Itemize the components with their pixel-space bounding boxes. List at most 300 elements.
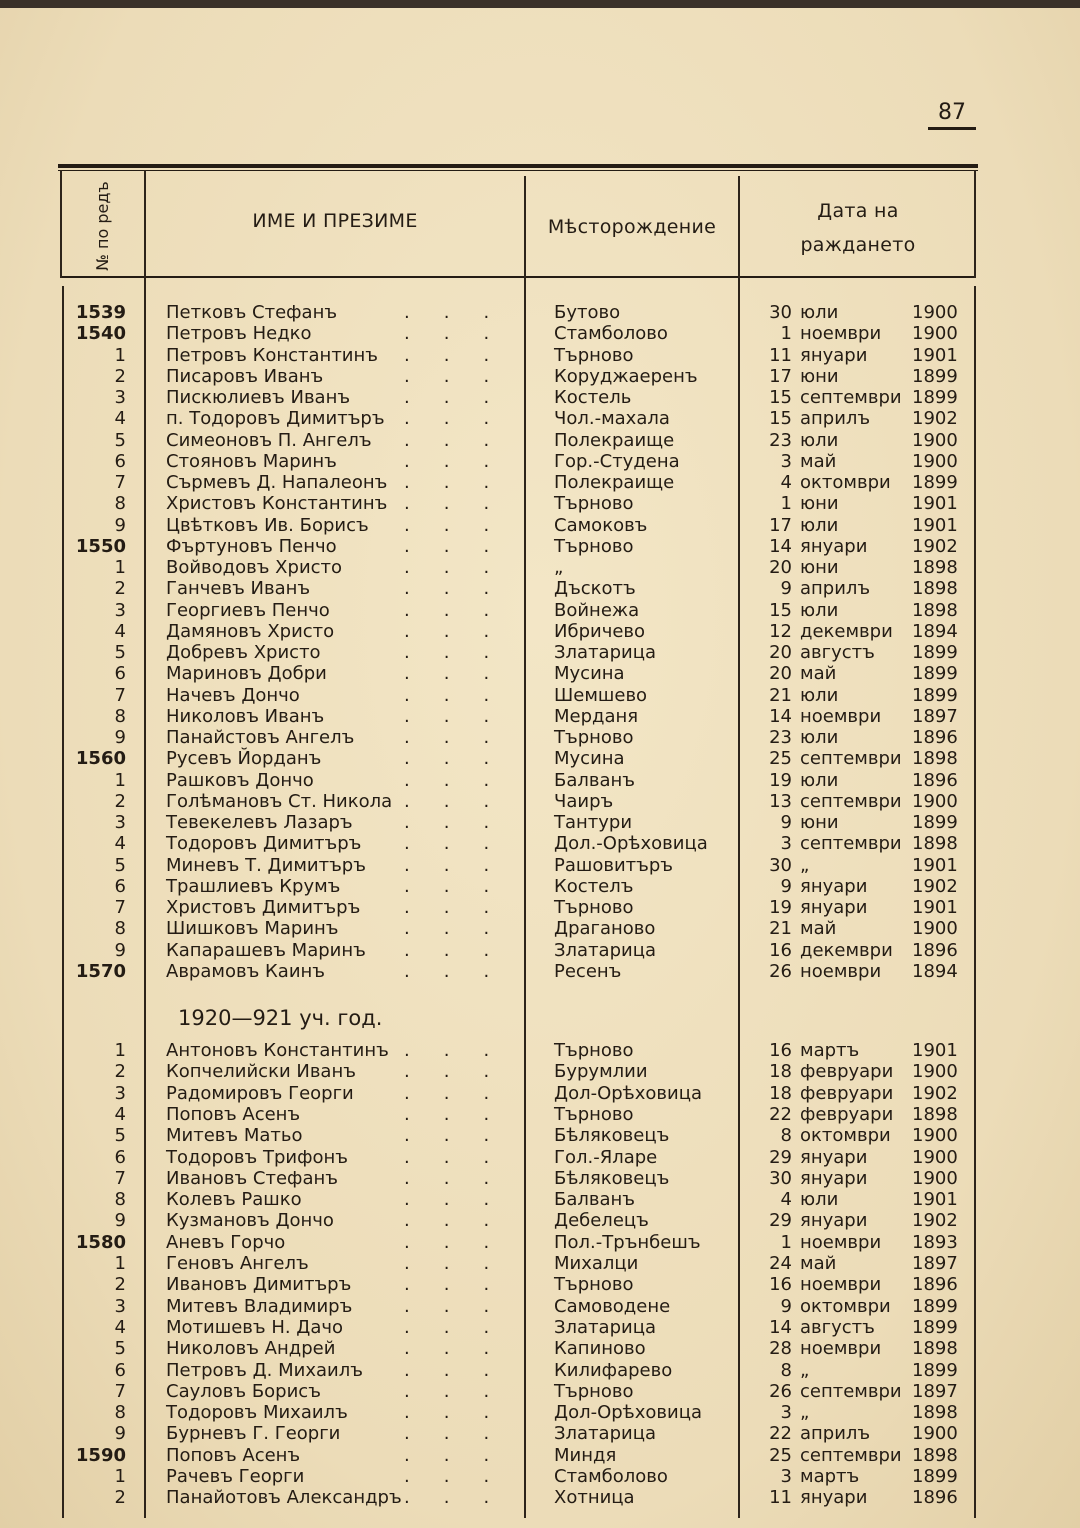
row-birth-month: януари bbox=[800, 1167, 868, 1189]
row-number: 9 bbox=[114, 727, 126, 748]
row-birth-month: мартъ bbox=[800, 1040, 860, 1061]
row-leader-dots: ... bbox=[404, 493, 524, 515]
row-number: 7 bbox=[114, 472, 126, 493]
row-birthplace: Бѣляковецъ bbox=[554, 1125, 670, 1147]
row-birth-month: януари bbox=[800, 344, 868, 366]
row-number: 2 bbox=[114, 578, 126, 600]
row-birth-year: 1900 bbox=[912, 1125, 958, 1147]
row-birth-year: 1902 bbox=[912, 535, 958, 557]
table-row bbox=[0, 430, 1080, 451]
row-birth-day: 22 bbox=[769, 1423, 792, 1445]
row-birth-month: ноември bbox=[800, 1231, 882, 1253]
row-birth-year: 1898 bbox=[912, 1103, 958, 1125]
row-name: Стояновъ Маринъ bbox=[166, 450, 337, 472]
row-number: 1540 bbox=[75, 323, 126, 345]
row-number: 8 bbox=[114, 1189, 126, 1211]
row-birthplace: Гор.-Студена bbox=[554, 450, 680, 472]
row-birth-month: януари bbox=[800, 535, 868, 557]
row-leader-dots: ... bbox=[404, 1103, 524, 1125]
row-leader-dots: ... bbox=[404, 1487, 524, 1509]
table-row bbox=[0, 706, 1080, 727]
row-birth-day: 9 bbox=[780, 578, 792, 600]
row-birth-year: 1894 bbox=[912, 620, 958, 642]
row-number: 8 bbox=[114, 493, 126, 515]
row-birth-year: 1896 bbox=[912, 939, 958, 961]
row-name: Миневъ Т. Димитъръ bbox=[166, 854, 366, 876]
row-birthplace: Костель bbox=[554, 387, 632, 408]
row-birth-day: 15 bbox=[769, 408, 792, 430]
row-birth-year: 1900 bbox=[912, 1423, 958, 1445]
row-number: 3 bbox=[114, 812, 126, 833]
row-name: Симеоновъ П. Ангелъ bbox=[166, 429, 372, 451]
table-row bbox=[0, 621, 1080, 642]
row-name: Антоновъ Константинъ bbox=[166, 1040, 389, 1061]
row-birthplace: Търново bbox=[554, 493, 634, 515]
row-number: 2 bbox=[114, 790, 126, 812]
row-birth-day: 22 bbox=[769, 1103, 792, 1125]
row-birthplace: Тантури bbox=[554, 812, 633, 833]
row-name: Радомировъ Георги bbox=[166, 1082, 354, 1104]
row-name: Цвѣтковъ Ив. Борисъ bbox=[166, 514, 369, 536]
row-leader-dots: ... bbox=[404, 557, 524, 578]
row-birth-day: 24 bbox=[769, 1253, 792, 1274]
row-birth-month: мартъ bbox=[800, 1466, 860, 1487]
row-birth-month: януари bbox=[800, 1487, 868, 1509]
row-birthplace: Гол.-Яларе bbox=[554, 1146, 658, 1168]
row-birth-day: 3 bbox=[780, 833, 792, 855]
row-birthplace: Костелъ bbox=[554, 875, 634, 897]
row-birth-day: 17 bbox=[769, 365, 792, 387]
row-leader-dots: ... bbox=[404, 727, 524, 748]
row-birthplace: Дол-Орѣховица bbox=[554, 1402, 703, 1424]
row-leader-dots: ... bbox=[404, 1380, 524, 1402]
row-birthplace: Дебелецъ bbox=[554, 1210, 649, 1232]
table-row bbox=[0, 855, 1080, 876]
row-leader-dots: ... bbox=[404, 578, 524, 600]
row-birthplace: Михалци bbox=[554, 1253, 639, 1274]
row-birth-month: юли bbox=[800, 599, 839, 621]
row-number: 1 bbox=[114, 1466, 126, 1487]
row-birth-year: 1896 bbox=[912, 769, 958, 791]
row-leader-dots: ... bbox=[404, 1146, 524, 1168]
row-name: Николовъ Иванъ bbox=[166, 705, 325, 727]
row-number: 4 bbox=[114, 1103, 126, 1125]
row-name: Шишковъ Маринъ bbox=[166, 918, 339, 940]
row-birth-month: юли bbox=[800, 514, 839, 536]
row-name: Петковъ Стефанъ bbox=[166, 302, 338, 323]
row-birth-day: 18 bbox=[769, 1082, 792, 1104]
row-number: 1580 bbox=[75, 1231, 126, 1253]
row-birthplace: Търново bbox=[554, 535, 634, 557]
row-birth-day: 13 bbox=[769, 790, 792, 812]
row-birth-year: 1899 bbox=[912, 1466, 958, 1487]
row-birth-year: 1900 bbox=[912, 429, 958, 451]
row-birthplace: Килифарево bbox=[554, 1359, 673, 1381]
row-leader-dots: ... bbox=[404, 684, 524, 706]
row-birth-day: 1 bbox=[780, 323, 792, 345]
table-row bbox=[0, 557, 1080, 578]
row-birth-day: 29 bbox=[769, 1146, 792, 1168]
row-birthplace: Миндя bbox=[554, 1444, 617, 1466]
row-birthplace: Стамболово bbox=[554, 323, 668, 345]
row-number: 8 bbox=[114, 918, 126, 940]
row-number: 1550 bbox=[75, 535, 126, 557]
row-birth-day: 26 bbox=[769, 960, 792, 982]
table-row bbox=[0, 1317, 1080, 1338]
row-leader-dots: ... bbox=[404, 1253, 524, 1274]
row-leader-dots: ... bbox=[404, 450, 524, 472]
row-birthplace: Капиново bbox=[554, 1338, 646, 1360]
row-birth-month: „ bbox=[800, 854, 810, 876]
row-number: 6 bbox=[114, 1359, 126, 1381]
row-number: 7 bbox=[114, 684, 126, 706]
row-birth-month: януари bbox=[800, 1146, 868, 1168]
header-number bbox=[72, 181, 134, 271]
row-name: Писаровъ Иванъ bbox=[166, 365, 324, 387]
table-row bbox=[0, 493, 1080, 514]
row-birth-year: 1900 bbox=[912, 1061, 958, 1083]
table-row bbox=[0, 1147, 1080, 1168]
row-name: Тодоровъ Трифонъ bbox=[166, 1146, 348, 1168]
row-birth-month: августъ bbox=[800, 1316, 875, 1338]
row-birth-day: 1 bbox=[780, 493, 792, 515]
table-row bbox=[0, 1168, 1080, 1189]
table-row bbox=[0, 1338, 1080, 1359]
header-name: ИМЕ И ПРЕЗИМЕ bbox=[252, 210, 418, 232]
row-birth-day: 21 bbox=[769, 684, 792, 706]
page-number: 87 bbox=[928, 100, 976, 130]
row-birth-month: декември bbox=[800, 620, 893, 642]
row-birth-month: октомври bbox=[800, 1295, 891, 1317]
row-leader-dots: ... bbox=[404, 1210, 524, 1232]
row-name: Копчелийски Иванъ bbox=[166, 1061, 356, 1083]
table-row bbox=[0, 791, 1080, 812]
row-leader-dots: ... bbox=[404, 365, 524, 387]
row-birthplace: Пол.-Трънбешъ bbox=[554, 1231, 701, 1253]
row-leader-dots: ... bbox=[404, 1466, 524, 1487]
row-birthplace: Шемшево bbox=[554, 684, 648, 706]
row-birthplace: Ибричево bbox=[554, 620, 646, 642]
table-row bbox=[0, 408, 1080, 429]
row-birth-day: 30 bbox=[769, 302, 792, 323]
row-birth-month: юни bbox=[800, 365, 839, 387]
table-row bbox=[0, 812, 1080, 833]
row-leader-dots: ... bbox=[404, 1338, 524, 1360]
table-row bbox=[0, 1061, 1080, 1082]
row-birth-year: 1898 bbox=[912, 1338, 958, 1360]
table-row bbox=[0, 1487, 1080, 1508]
row-birth-day: 19 bbox=[769, 769, 792, 791]
table-row bbox=[0, 1083, 1080, 1104]
row-name: Петровъ Недко bbox=[166, 323, 312, 345]
table-row bbox=[0, 345, 1080, 366]
row-birth-year: 1899 bbox=[912, 1295, 958, 1317]
row-birth-day: 11 bbox=[769, 344, 792, 366]
row-birth-month: септември bbox=[800, 1444, 902, 1466]
row-birth-year: 1894 bbox=[912, 960, 958, 982]
row-birth-year: 1901 bbox=[912, 854, 958, 876]
row-name: Трашлиевъ Крумъ bbox=[166, 875, 341, 897]
row-name: Сърмевъ Д. Напалеонъ bbox=[166, 472, 388, 493]
table-row bbox=[0, 1423, 1080, 1444]
row-name: Голѣмановъ Ст. Никола bbox=[166, 790, 393, 812]
row-leader-dots: ... bbox=[404, 833, 524, 855]
row-birth-year: 1898 bbox=[912, 578, 958, 600]
row-birth-year: 1898 bbox=[912, 833, 958, 855]
row-birth-year: 1897 bbox=[912, 705, 958, 727]
table-row bbox=[0, 1125, 1080, 1146]
row-birth-month: юли bbox=[800, 302, 839, 323]
row-leader-dots: ... bbox=[404, 960, 524, 982]
row-birth-day: 21 bbox=[769, 918, 792, 940]
row-birthplace: Чаиръ bbox=[554, 790, 614, 812]
row-number: 1539 bbox=[75, 302, 126, 323]
row-number: 9 bbox=[114, 1423, 126, 1445]
table-row bbox=[0, 748, 1080, 769]
row-birth-day: 19 bbox=[769, 897, 792, 918]
row-birthplace: Търново bbox=[554, 1040, 634, 1061]
row-name: Георгиевъ Пенчо bbox=[166, 599, 330, 621]
row-birth-month: май bbox=[800, 1253, 837, 1274]
row-birth-day: 3 bbox=[780, 1466, 792, 1487]
row-name: Бурневъ Г. Георги bbox=[166, 1423, 341, 1445]
row-birthplace: Стамболово bbox=[554, 1466, 668, 1487]
row-number: 1 bbox=[114, 557, 126, 578]
row-birth-month: септември bbox=[800, 387, 902, 408]
row-birth-year: 1896 bbox=[912, 727, 958, 748]
row-name: Николовъ Андрей bbox=[166, 1338, 336, 1360]
row-leader-dots: ... bbox=[404, 535, 524, 557]
row-number: 2 bbox=[114, 1487, 126, 1509]
row-birth-day: 9 bbox=[780, 1295, 792, 1317]
row-number: 1570 bbox=[75, 960, 126, 982]
table-row bbox=[0, 323, 1080, 344]
table-row bbox=[0, 1253, 1080, 1274]
row-leader-dots: ... bbox=[404, 748, 524, 770]
header-date-line2: раждането bbox=[800, 234, 916, 256]
row-birthplace: Златарица bbox=[554, 642, 656, 663]
row-name: Колевъ Рашко bbox=[166, 1189, 302, 1211]
row-birthplace: Търново bbox=[554, 897, 634, 918]
row-birthplace: Балванъ bbox=[554, 769, 636, 791]
row-birth-month: юни bbox=[800, 557, 839, 578]
table-row bbox=[0, 366, 1080, 387]
row-birth-day: 3 bbox=[780, 450, 792, 472]
row-birthplace: Войнежа bbox=[554, 599, 640, 621]
row-birth-year: 1901 bbox=[912, 1040, 958, 1061]
table-top-rule-thin bbox=[58, 170, 978, 171]
row-birth-day: 20 bbox=[769, 642, 792, 663]
table-left-border bbox=[60, 170, 62, 278]
row-birth-month: юли bbox=[800, 727, 839, 748]
row-birth-year: 1901 bbox=[912, 1189, 958, 1211]
row-birth-day: 4 bbox=[780, 472, 792, 493]
row-birthplace: Златарица bbox=[554, 939, 656, 961]
row-birth-year: 1899 bbox=[912, 387, 958, 408]
row-number: 4 bbox=[114, 833, 126, 855]
row-number: 5 bbox=[114, 854, 126, 876]
table-row bbox=[0, 1274, 1080, 1295]
table-row bbox=[0, 940, 1080, 961]
row-birth-day: 17 bbox=[769, 514, 792, 536]
table-row bbox=[0, 897, 1080, 918]
table-row bbox=[0, 1381, 1080, 1402]
row-name: п. Тодоровъ Димитъръ bbox=[166, 408, 385, 430]
row-birth-month: февруари bbox=[800, 1103, 894, 1125]
row-leader-dots: ... bbox=[404, 769, 524, 791]
row-birth-day: 18 bbox=[769, 1061, 792, 1083]
row-name: Добревъ Христо bbox=[166, 642, 321, 663]
row-leader-dots: ... bbox=[404, 939, 524, 961]
table-row bbox=[0, 770, 1080, 791]
table-row bbox=[0, 472, 1080, 493]
table-row bbox=[0, 833, 1080, 854]
row-birth-day: 8 bbox=[780, 1125, 792, 1147]
row-birth-month: юли bbox=[800, 1189, 839, 1211]
table-row bbox=[0, 1445, 1080, 1466]
row-leader-dots: ... bbox=[404, 429, 524, 451]
row-name: Дамяновъ Христо bbox=[166, 620, 335, 642]
row-birth-month: февруари bbox=[800, 1082, 894, 1104]
row-birthplace: Мерданя bbox=[554, 705, 639, 727]
row-number: 1 bbox=[114, 344, 126, 366]
row-birth-day: 16 bbox=[769, 1274, 792, 1296]
row-birth-year: 1899 bbox=[912, 365, 958, 387]
row-birthplace: Дол.-Орѣховица bbox=[554, 833, 708, 855]
row-birthplace: Ресенъ bbox=[554, 960, 622, 982]
row-name: Фъртуновъ Пенчо bbox=[166, 535, 337, 557]
row-leader-dots: ... bbox=[404, 1040, 524, 1061]
row-birthplace: Драганово bbox=[554, 918, 656, 940]
row-number: 7 bbox=[114, 897, 126, 918]
row-number: 8 bbox=[114, 1402, 126, 1424]
row-birth-year: 1893 bbox=[912, 1231, 958, 1253]
table-row bbox=[0, 1232, 1080, 1253]
row-leader-dots: ... bbox=[404, 1444, 524, 1466]
row-birth-day: 25 bbox=[769, 748, 792, 770]
row-number: 2 bbox=[114, 365, 126, 387]
row-birth-day: 11 bbox=[769, 1487, 792, 1509]
section-title: 1920—921 уч. год. bbox=[178, 1006, 383, 1030]
row-birth-year: 1899 bbox=[912, 472, 958, 493]
row-number: 9 bbox=[114, 939, 126, 961]
row-number: 6 bbox=[114, 450, 126, 472]
row-leader-dots: ... bbox=[404, 1274, 524, 1296]
row-leader-dots: ... bbox=[404, 620, 524, 642]
row-birthplace: Коруджаеренъ bbox=[554, 365, 698, 387]
row-leader-dots: ... bbox=[404, 323, 524, 345]
row-birthplace: Търново bbox=[554, 344, 634, 366]
row-number: 5 bbox=[114, 1338, 126, 1360]
row-birth-year: 1896 bbox=[912, 1274, 958, 1296]
row-name: Капарашевъ Маринъ bbox=[166, 939, 366, 961]
row-name: Панайстовъ Ангелъ bbox=[166, 727, 355, 748]
row-birth-month: ноември bbox=[800, 1338, 882, 1360]
row-leader-dots: ... bbox=[404, 1402, 524, 1424]
table-row bbox=[0, 961, 1080, 982]
row-birth-month: септември bbox=[800, 1380, 902, 1402]
row-birth-day: 16 bbox=[769, 1040, 792, 1061]
row-birth-month: септември bbox=[800, 748, 902, 770]
row-number: 7 bbox=[114, 1380, 126, 1402]
header-birthplace: Мѣсторождение bbox=[547, 216, 717, 238]
row-birth-year: 1902 bbox=[912, 408, 958, 430]
row-number: 5 bbox=[114, 642, 126, 663]
table-row bbox=[0, 515, 1080, 536]
row-birth-year: 1898 bbox=[912, 599, 958, 621]
row-leader-dots: ... bbox=[404, 1189, 524, 1211]
row-birth-day: 30 bbox=[769, 854, 792, 876]
row-leader-dots: ... bbox=[404, 387, 524, 408]
row-birthplace: Мусина bbox=[554, 663, 625, 685]
row-leader-dots: ... bbox=[404, 790, 524, 812]
row-leader-dots: ... bbox=[404, 642, 524, 663]
table-row bbox=[0, 1040, 1080, 1061]
table-row bbox=[0, 1104, 1080, 1125]
row-birth-year: 1902 bbox=[912, 1082, 958, 1104]
row-birth-month: „ bbox=[800, 1359, 810, 1381]
row-birth-month: септември bbox=[800, 790, 902, 812]
table-row bbox=[0, 1296, 1080, 1317]
row-birth-month: ноември bbox=[800, 323, 882, 345]
table-row bbox=[0, 727, 1080, 748]
row-number: 6 bbox=[114, 1146, 126, 1168]
row-name: Кузмановъ Дончо bbox=[166, 1210, 334, 1232]
row-birth-year: 1901 bbox=[912, 344, 958, 366]
header-bottom-rule bbox=[60, 276, 976, 278]
row-leader-dots: ... bbox=[404, 1295, 524, 1317]
row-leader-dots: ... bbox=[404, 918, 524, 940]
row-birth-month: юли bbox=[800, 769, 839, 791]
row-birthplace: Дъскотъ bbox=[554, 578, 636, 600]
row-leader-dots: ... bbox=[404, 1167, 524, 1189]
row-number: 2 bbox=[114, 1274, 126, 1296]
row-birthplace: Златарица bbox=[554, 1316, 656, 1338]
row-birth-day: 4 bbox=[780, 1189, 792, 1211]
row-birth-year: 1900 bbox=[912, 918, 958, 940]
row-birth-day: 9 bbox=[780, 875, 792, 897]
row-birth-day: 20 bbox=[769, 557, 792, 578]
row-birthplace: Дол-Орѣховица bbox=[554, 1082, 703, 1104]
row-birth-day: 29 bbox=[769, 1210, 792, 1232]
row-number: 3 bbox=[114, 1295, 126, 1317]
row-birth-year: 1899 bbox=[912, 663, 958, 685]
row-birth-month: „ bbox=[800, 1402, 810, 1424]
row-name: Аврамовъ Каинъ bbox=[166, 960, 326, 982]
row-name: Мотишевъ Н. Дачо bbox=[166, 1316, 344, 1338]
row-number: 9 bbox=[114, 1210, 126, 1232]
row-name: Рачевъ Георги bbox=[166, 1466, 305, 1487]
row-birth-day: 12 bbox=[769, 620, 792, 642]
row-leader-dots: ... bbox=[404, 705, 524, 727]
row-birth-month: октомври bbox=[800, 472, 891, 493]
row-birthplace: Бутово bbox=[554, 302, 621, 323]
row-name: Тодоровъ Димитъръ bbox=[166, 833, 362, 855]
row-birth-year: 1897 bbox=[912, 1253, 958, 1274]
table-row bbox=[0, 1360, 1080, 1381]
row-name: Тодоровъ Михаилъ bbox=[166, 1402, 348, 1424]
table-row bbox=[0, 387, 1080, 408]
row-number: 8 bbox=[114, 705, 126, 727]
scan-top-edge bbox=[0, 0, 1080, 8]
row-birth-day: 15 bbox=[769, 387, 792, 408]
row-number: 5 bbox=[114, 1125, 126, 1147]
table-row bbox=[0, 1210, 1080, 1231]
row-number: 3 bbox=[114, 387, 126, 408]
row-birth-month: декември bbox=[800, 939, 893, 961]
table-row bbox=[0, 642, 1080, 663]
table-row bbox=[0, 302, 1080, 323]
